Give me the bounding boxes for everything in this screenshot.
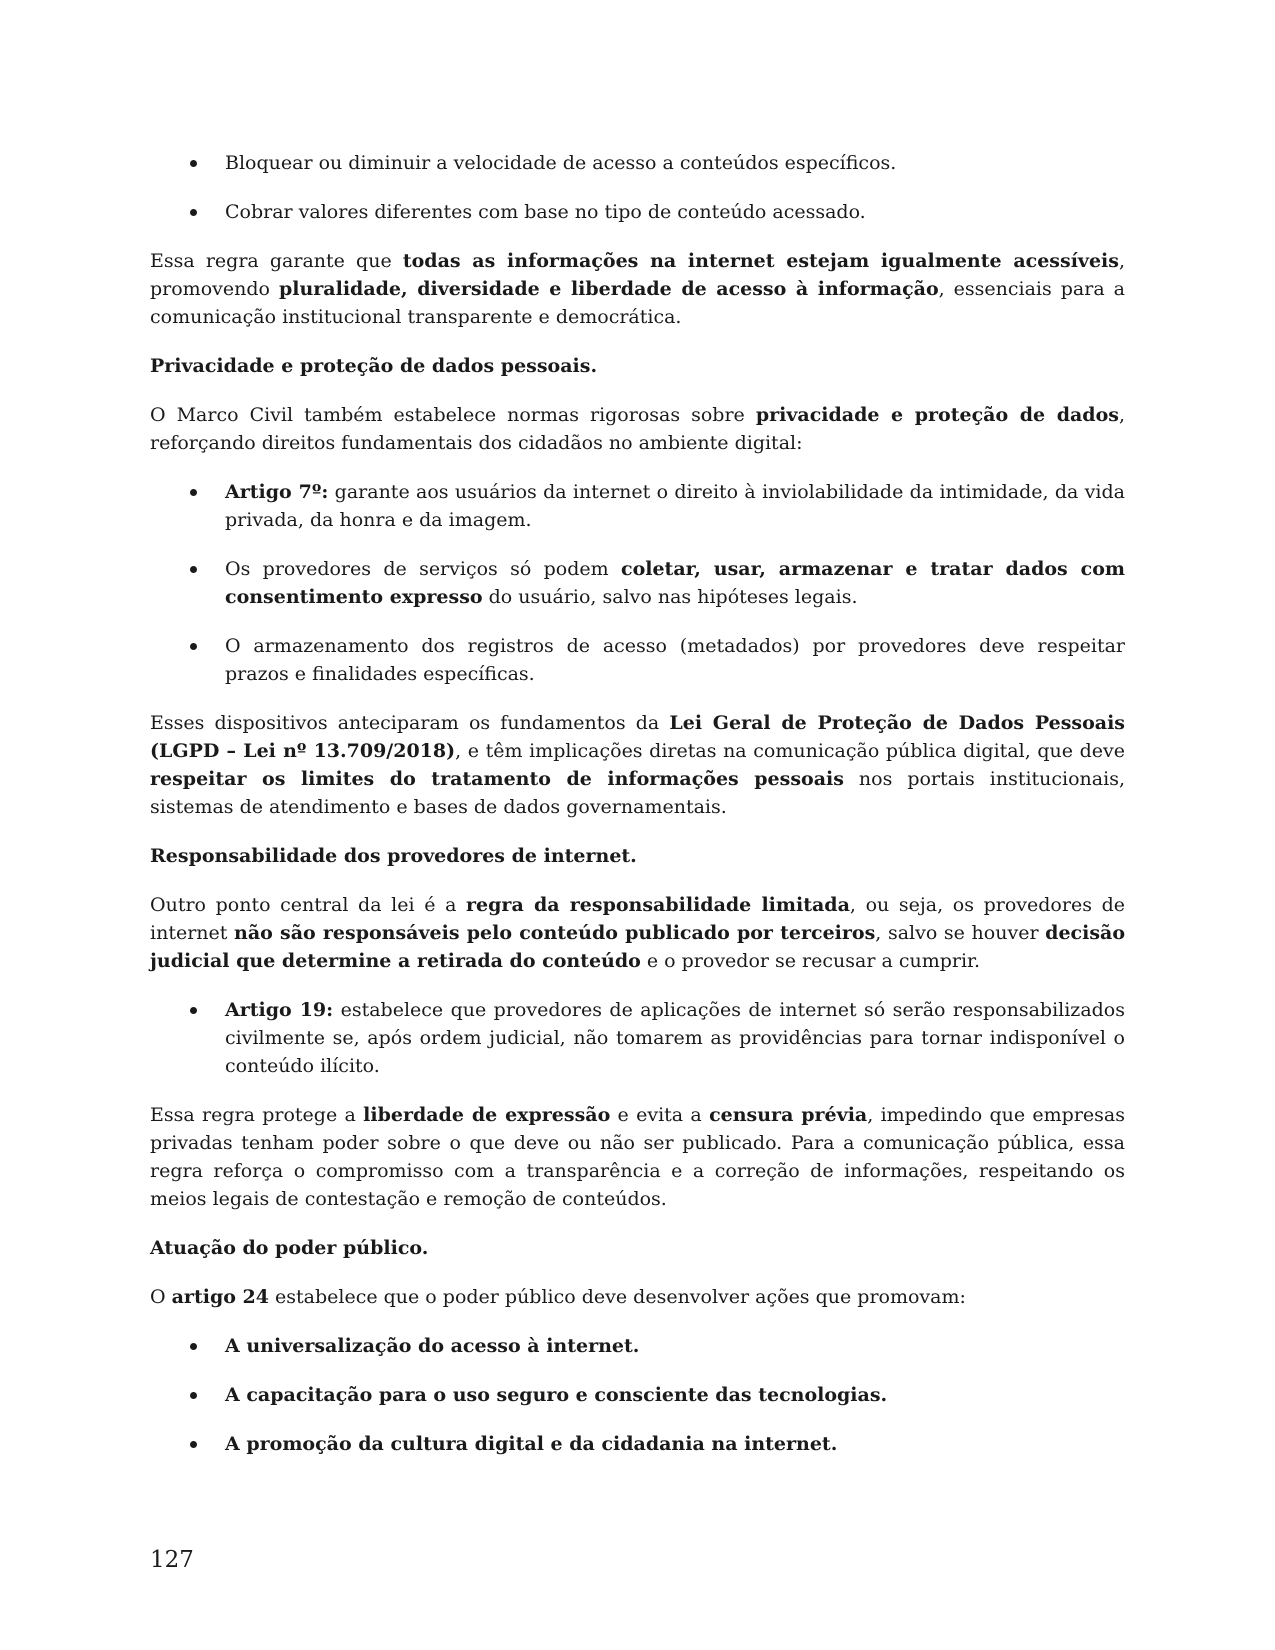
paragraph-article-24: O artigo 24 estabelece que o poder público deve desenvolver ações que promovam: [150, 1286, 966, 1308]
list-item: O armazenamento dos registros de acesso (metadados) por provedores deve respeitar prazos e finalidades específicas. [150, 632, 1125, 688]
list-item: Artigo 19: estabelece que provedores de aplicações de internet só serão responsabilizados civilmente se, após ordem judicial, não tomarem as providências para tornar indisponível o conteúdo ilícito. [150, 996, 1125, 1080]
paragraph-privacy-intro: O Marco Civil também estabelece normas rigorosas sobre privacidade e proteção de dados, reforçando direitos fundamentais dos cidadãos no ambiente digital: [150, 404, 1125, 454]
list-item: Cobrar valores diferentes com base no tipo de conteúdo acessado. [150, 198, 1125, 226]
heading-privacy: Privacidade e proteção de dados pessoais. [150, 355, 598, 377]
bullet-list-top [150, 149, 1125, 226]
bullet-list-art19 [150, 996, 1125, 1080]
bullet-list-privacy [150, 478, 1125, 688]
list-item: A universalização do acesso à internet. [150, 1332, 1125, 1360]
list-item: A capacitação para o uso seguro e consciente das tecnologias. [150, 1381, 1125, 1409]
paragraph-freedom-expression: Essa regra protege a liberdade de expressão e evita a censura prévia, impedindo que empresas privadas tenham poder sobre o que deve ou não ser publicado. Para a comunicação pública, essa regra reforça o compromisso com a transparência e a correção de informações, respeitando os meios legais de contestação e remoção de conteúdos. [150, 1104, 1125, 1210]
heading-provider-responsibility: Responsabilidade dos provedores de internet. [150, 845, 637, 867]
body-text [150, 149, 1125, 1458]
heading-public-power: Atuação do poder público. [150, 1237, 429, 1259]
list-item: Artigo 7º: garante aos usuários da internet o direito à inviolabilidade da intimidade, da vida privada, da honra e da imagem. [150, 478, 1125, 534]
paragraph-net-neutrality: Essa regra garante que todas as informações na internet estejam igualmente acessíveis, promovendo pluralidade, diversidade e liberdade de acesso à informação, essenciais para a comunicação institucional transparente e democrática. [150, 250, 1125, 328]
list-item: A promoção da cultura digital e da cidadania na internet. [150, 1430, 1125, 1458]
paragraph-lgpd: Esses dispositivos anteciparam os fundamentos da Lei Geral de Proteção de Dados Pessoais (LGPD – Lei nº 13.709/2018), e têm implicações diretas na comunicação pública digital, que deve respeitar os limites do tratamento de informações pessoais nos portais institucionais, sistemas de atendimento e bases de dados governamentais. [150, 712, 1125, 818]
list-item: Bloquear ou diminuir a velocidade de acesso a conteúdos específicos. [150, 149, 1125, 177]
list-item: Os provedores de serviços só podem coletar, usar, armazenar e tratar dados com consentimento expresso do usuário, salvo nas hipóteses legais. [150, 555, 1125, 611]
paragraph-limited-responsibility: Outro ponto central da lei é a regra da responsabilidade limitada, ou seja, os provedores de internet não são responsáveis pelo conteúdo publicado por terceiros, salvo se houver decisão judicial que determine a retirada do conteúdo e o provedor se recusar a cumprir. [150, 894, 1125, 972]
bullet-list-public [150, 1332, 1125, 1458]
page-number: 127 [150, 1547, 194, 1573]
